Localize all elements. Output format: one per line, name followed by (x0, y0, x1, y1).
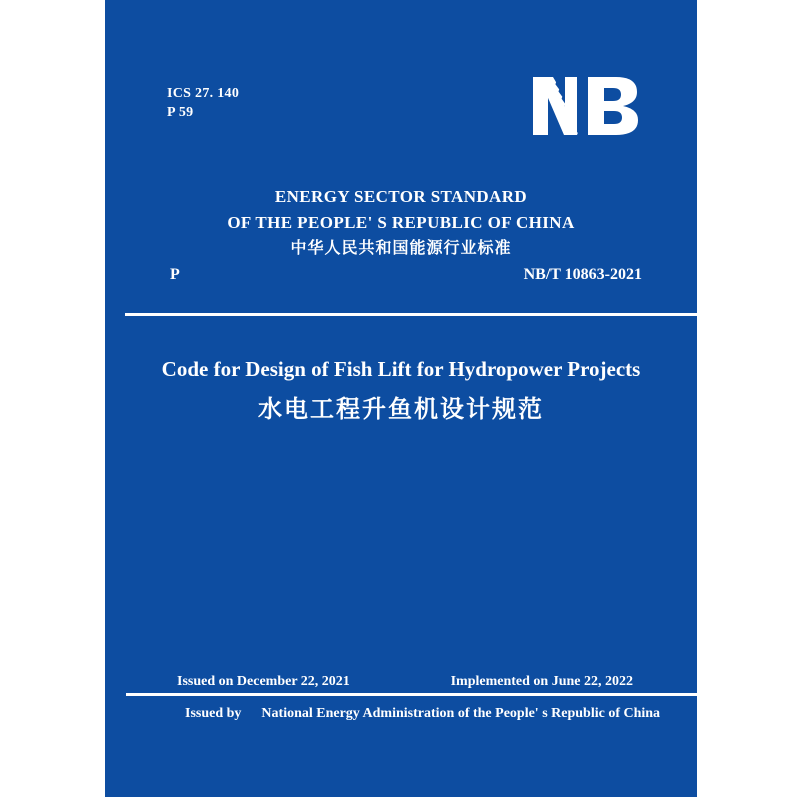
doc-class-code: P 59 (167, 105, 194, 120)
dates-row (177, 674, 633, 690)
issued-on-date: Issued on December 22, 2021 (177, 674, 350, 689)
footer-divider-line (126, 693, 697, 696)
nb-logo-icon (533, 77, 638, 135)
issuer-row (185, 706, 687, 722)
edition-row (170, 266, 642, 284)
cover-panel (105, 0, 697, 797)
issued-by-value: National Energy Administration of the People' s Republic of China (261, 706, 661, 721)
header-divider-line (125, 313, 697, 316)
standard-heading-en-line1: ENERGY SECTOR STANDARD (274, 187, 528, 206)
issued-by-label: Issued by (185, 706, 242, 721)
standard-heading-zh: 中华人民共和国能源行业标准 (290, 240, 512, 257)
standard-heading-en-line2: OF THE PEOPLE' S REPUBLIC OF CHINA (227, 213, 575, 232)
document-title-zh: 水电工程升鱼机设计规范 (258, 397, 544, 423)
document-title-en: Code for Design of Fish Lift for Hydropower Projects (161, 357, 641, 381)
ics-code: ICS 27. 140 (167, 86, 240, 101)
class-letter: P (170, 266, 180, 283)
standard-heading (105, 184, 697, 262)
implemented-on-date: Implemented on June 22, 2022 (450, 674, 633, 689)
standard-number: NB/T 10863-2021 (523, 266, 642, 283)
ics-classification-block (167, 84, 239, 122)
